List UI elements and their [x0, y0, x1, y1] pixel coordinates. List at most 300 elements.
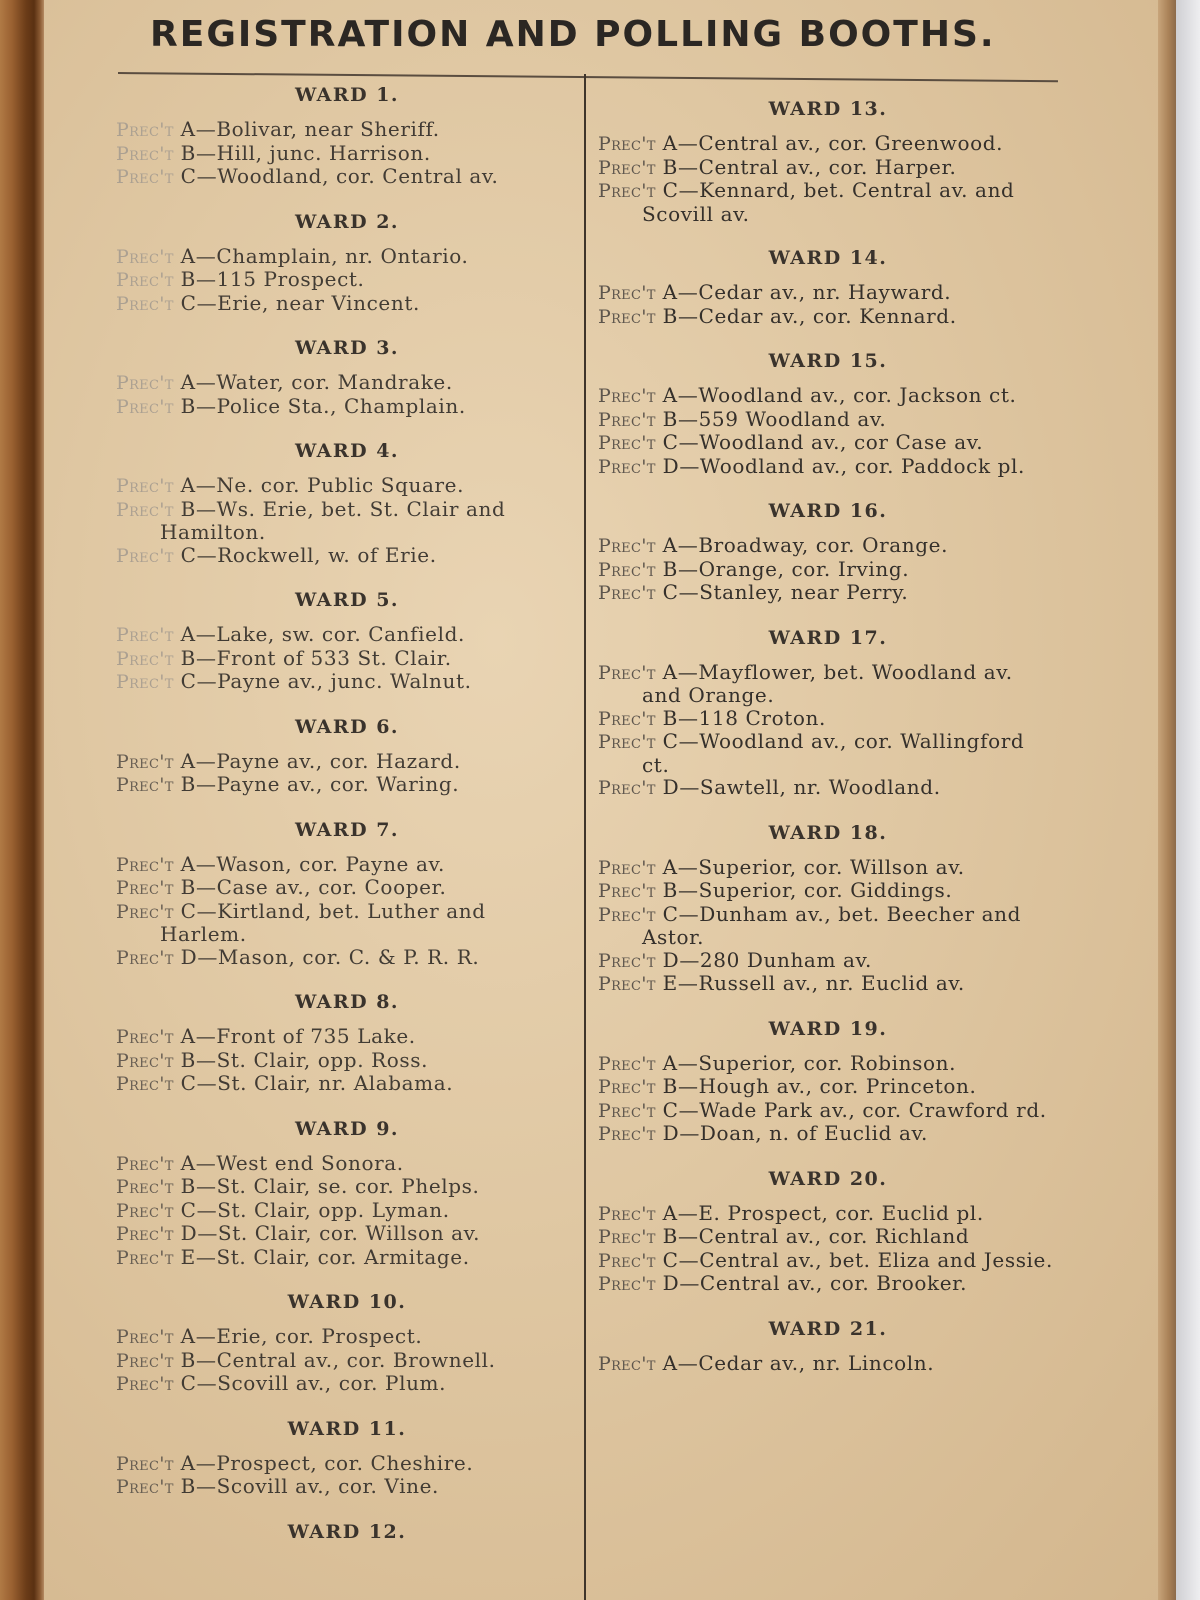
precinct-location: Bolivar, near Sheriff. — [216, 117, 440, 141]
precinct-entry — [598, 581, 1058, 605]
ward-heading: WARD 14. — [768, 247, 888, 269]
precinct-location: Central av., bet. Eliza and Jessie. — [699, 1247, 1053, 1272]
ward-heading: WARD 21. — [768, 1317, 888, 1340]
precinct-label: Prec't — [116, 671, 174, 693]
ward-section — [116, 440, 578, 567]
precinct-entry — [598, 776, 1058, 800]
em-dash: — — [677, 1350, 699, 1375]
precinct-entry — [116, 1452, 578, 1476]
precinct-location: Wade Park av., cor. Crawford rd. — [699, 1097, 1047, 1122]
precinct-location: Wason, cor. Payne av. — [216, 851, 445, 876]
precinct-entry — [116, 474, 578, 498]
em-dash: — — [195, 393, 217, 418]
em-dash: — — [195, 772, 217, 796]
precinct-location: Scovill av., cor. Plum. — [217, 1371, 447, 1395]
precinct-location: 115 Prospect. — [216, 267, 365, 291]
precinct-entry — [598, 949, 1058, 973]
precinct-label: Prec't — [116, 900, 174, 923]
precinct-letter: B — [180, 772, 196, 796]
precinct-letter: A — [180, 748, 196, 773]
precinct-location: Payne av., cor. Hazard. — [216, 748, 461, 773]
em-dash: — — [195, 370, 217, 394]
precinct-entry — [116, 1246, 578, 1270]
precinct-label: Prec't — [598, 432, 656, 454]
ward-heading: WARD 13. — [768, 98, 888, 120]
precinct-letter: A — [662, 1050, 678, 1075]
precinct-entry — [116, 142, 578, 166]
precinct-location: Water, cor. Mandrake. — [216, 370, 453, 394]
precinct-entry — [116, 1222, 578, 1246]
precinct-location: 118 Croton. — [698, 705, 826, 730]
precinct-letter: B — [180, 393, 196, 418]
precinct-entry — [598, 431, 1058, 455]
em-dash: — — [677, 383, 699, 407]
precinct-letter: A — [180, 1024, 196, 1048]
ward-section — [116, 589, 578, 694]
ward-heading: WARD 18. — [768, 821, 888, 844]
em-dash: — — [195, 748, 217, 773]
precinct-letter: C — [180, 1071, 197, 1095]
ward-section — [598, 1018, 1058, 1146]
precinct-entry — [598, 305, 1058, 329]
precinct-entry — [116, 1475, 578, 1499]
ward-section — [598, 247, 1058, 328]
precinct-label: Prec't — [116, 269, 174, 291]
precinct-label: Prec't — [116, 475, 174, 497]
precinct-label: Prec't — [116, 946, 174, 969]
precinct-entry — [116, 1152, 578, 1176]
precinct-entry — [116, 1349, 578, 1373]
ward-section — [598, 627, 1058, 800]
precinct-label: Prec't — [598, 1273, 656, 1295]
precinct-location: Hill, junc. Harrison. — [216, 140, 431, 165]
precinct-entry — [116, 1175, 578, 1199]
precinct-label: Prec't — [116, 1073, 174, 1095]
precinct-entry — [598, 408, 1058, 432]
precinct-label: Prec't — [116, 166, 174, 188]
precinct-letter: C — [180, 898, 197, 923]
ward-section — [598, 98, 1058, 225]
em-dash: — — [196, 898, 218, 923]
precinct-location: Cedar av., cor. Kennard. — [698, 303, 957, 328]
precinct-location: Front of 533 St. Clair. — [216, 645, 452, 670]
precinct-entry — [598, 730, 1058, 776]
precinct-letter: A — [180, 1324, 196, 1348]
precinct-letter: C — [180, 1371, 197, 1395]
precinct-location: Woodland av., cor. Wallingford ct. — [642, 729, 1025, 777]
page-right-edge — [1158, 0, 1176, 1600]
precinct-entry — [598, 1202, 1058, 1226]
precinct-label: Prec't — [598, 856, 656, 879]
precinct-letter: B — [180, 875, 196, 899]
precinct-entry — [116, 245, 578, 269]
ward-section — [116, 211, 578, 316]
precinct-label: Prec't — [598, 1226, 656, 1248]
backdrop — [1176, 0, 1200, 1600]
precinct-entry — [598, 281, 1058, 305]
precinct-location: E. Prospect, cor. Euclid pl. — [698, 1200, 984, 1225]
precinct-letter: A — [662, 533, 678, 557]
precinct-label: Prec't — [598, 582, 656, 604]
em-dash: — — [677, 303, 699, 328]
em-dash: — — [678, 580, 700, 604]
precinct-letter: C — [180, 1197, 197, 1222]
precinct-label: Prec't — [598, 156, 656, 179]
precinct-letter: D — [662, 453, 680, 478]
em-dash: — — [195, 622, 217, 646]
em-dash: — — [677, 705, 699, 730]
precinct-label: Prec't — [598, 731, 656, 753]
precinct-location: Hough av., cor. Princeton. — [698, 1074, 977, 1098]
precinct-entry — [116, 1372, 578, 1396]
precinct-letter: A — [662, 1200, 678, 1225]
precinct-entry — [116, 946, 578, 970]
em-dash: — — [195, 1347, 217, 1372]
precinct-label: Prec't — [598, 661, 656, 684]
precinct-entry — [598, 856, 1058, 880]
precinct-label: Prec't — [116, 1326, 174, 1348]
precinct-label: Prec't — [598, 282, 656, 304]
precinct-entry — [598, 1225, 1058, 1249]
em-dash: — — [677, 1224, 699, 1248]
precinct-label: Prec't — [116, 292, 174, 315]
precinct-entry — [116, 647, 578, 671]
precinct-entry — [116, 670, 578, 694]
ward-section — [116, 1118, 578, 1270]
precinct-entry — [598, 534, 1058, 558]
precinct-entry — [598, 661, 1058, 707]
precinct-letter: B — [180, 1474, 196, 1498]
ward-section — [598, 500, 1058, 605]
em-dash: — — [677, 154, 699, 179]
precinct-letter: A — [662, 383, 678, 407]
precinct-entry — [116, 118, 578, 142]
precinct-label: Prec't — [116, 647, 174, 670]
em-dash: — — [196, 1371, 218, 1395]
precinct-letter: B — [662, 1224, 678, 1248]
precinct-label: Prec't — [116, 877, 174, 899]
em-dash: — — [196, 1071, 218, 1095]
em-dash: — — [195, 496, 217, 521]
precinct-entry — [598, 903, 1058, 949]
precinct-letter: B — [180, 1174, 196, 1198]
ward-heading: WARD 20. — [768, 1167, 888, 1190]
precinct-label: Prec't — [116, 395, 174, 418]
ward-heading: WARD 1. — [294, 84, 400, 106]
precinct-location: Central av., cor. Brooker. — [699, 1271, 968, 1295]
precinct-entry — [598, 1272, 1058, 1296]
precinct-label: Prec't — [598, 1052, 656, 1075]
precinct-entry — [598, 384, 1058, 408]
em-dash: — — [195, 1174, 217, 1198]
precinct-letter: C — [662, 1097, 679, 1122]
precinct-label: Prec't — [116, 1373, 174, 1395]
precinct-label: Prec't — [598, 707, 656, 730]
precinct-location: Woodland av., cor. Paddock pl. — [699, 453, 1025, 478]
precinct-location: West end Sonora. — [216, 1150, 404, 1175]
precinct-location: Superior, cor. Robinson. — [698, 1050, 957, 1075]
precinct-location: Central av., cor. Brownell. — [216, 1347, 496, 1372]
ward-heading: WARD 2. — [294, 210, 400, 233]
em-dash: — — [677, 406, 699, 431]
precinct-entry — [598, 558, 1058, 582]
precinct-entry — [598, 455, 1058, 479]
precinct-letter: C — [662, 580, 679, 604]
ward-heading: WARD 7. — [294, 818, 400, 841]
precinct-entry — [598, 707, 1058, 731]
precinct-location: Superior, cor. Willson av. — [698, 854, 965, 879]
precinct-location: St. Clair, cor. Armitage. — [216, 1244, 470, 1269]
precinct-letter: C — [662, 729, 679, 753]
precinct-letter: E — [662, 971, 678, 995]
em-dash: — — [196, 1197, 218, 1222]
em-dash: — — [678, 178, 700, 202]
precinct-letter: D — [180, 944, 198, 969]
em-dash: — — [195, 1047, 217, 1072]
precinct-location: Mason, cor. C. & P. R. R. — [217, 944, 480, 969]
em-dash: — — [195, 645, 217, 670]
ward-section — [116, 337, 578, 418]
precinct-label: Prec't — [116, 1049, 174, 1072]
precinct-label: Prec't — [598, 408, 656, 431]
precinct-label: Prec't — [116, 372, 174, 394]
precinct-entry — [116, 498, 578, 544]
precinct-label: Prec't — [598, 558, 656, 581]
ward-section — [598, 350, 1058, 478]
precinct-label: Prec't — [598, 880, 656, 902]
precinct-entry — [116, 1199, 578, 1223]
precinct-label: Prec't — [598, 1352, 656, 1375]
precinct-location: St. Clair, opp. Ross. — [216, 1047, 429, 1072]
precinct-label: Prec't — [116, 498, 174, 521]
precinct-location: Rockwell, w. of Erie. — [217, 542, 437, 567]
precinct-letter: A — [662, 1350, 678, 1375]
precinct-letter: B — [180, 140, 196, 165]
precinct-letter: A — [180, 1450, 196, 1475]
precinct-entry — [116, 268, 578, 292]
precinct-location: Mayflower, bet. Woodland av. and Orange. — [642, 659, 1013, 707]
ward-heading: WARD 12. — [287, 1520, 407, 1543]
precinct-label: Prec't — [116, 1223, 174, 1245]
precinct-label: Prec't — [598, 1099, 656, 1122]
precinct-location: Cedar av., nr. Hayward. — [698, 280, 952, 304]
precinct-label: Prec't — [116, 1026, 174, 1048]
em-dash: — — [196, 542, 218, 567]
em-dash: — — [677, 131, 699, 155]
ward-heading: WARD 17. — [768, 626, 888, 649]
precinct-location: Orange, cor. Irving. — [698, 556, 910, 581]
ward-section — [116, 716, 578, 797]
precinct-entry — [598, 1352, 1058, 1376]
precinct-label: Prec't — [116, 1452, 174, 1475]
precinct-letter: C — [662, 178, 679, 202]
em-dash: — — [196, 669, 218, 693]
em-dash: — — [677, 878, 699, 902]
precinct-location: Scovill av., cor. Vine. — [216, 1474, 439, 1498]
precinct-location: Ws. Erie, bet. St. Clair and Hamilton. — [160, 496, 506, 544]
precinct-label: Prec't — [598, 1202, 656, 1225]
precinct-label: Prec't — [598, 777, 656, 799]
ward-heading: WARD 4. — [294, 440, 400, 462]
ward-heading: WARD 16. — [768, 500, 888, 522]
precinct-label: Prec't — [598, 1076, 656, 1098]
ward-section — [116, 1418, 578, 1499]
em-dash: — — [677, 854, 699, 879]
ward-heading: WARD 19. — [768, 1017, 888, 1040]
precinct-letter: C — [662, 1247, 679, 1272]
precinct-entry — [116, 1072, 578, 1096]
precinct-letter: B — [180, 1047, 196, 1072]
em-dash: — — [196, 164, 218, 188]
precinct-label: Prec't — [116, 774, 174, 796]
em-dash: — — [679, 947, 700, 972]
em-dash: — — [677, 556, 699, 581]
precinct-label: Prec't — [116, 119, 174, 141]
precinct-entry — [116, 876, 578, 900]
em-dash: — — [677, 280, 699, 304]
precinct-letter: A — [180, 243, 196, 268]
precinct-label: Prec't — [116, 624, 174, 646]
ward-section — [116, 991, 578, 1096]
precinct-location: Sawtell, nr. Woodland. — [699, 775, 941, 799]
precinct-letter: D — [662, 1121, 680, 1145]
em-dash: — — [679, 1271, 700, 1295]
precinct-letter: B — [662, 878, 678, 902]
precinct-location: Woodland av., cor. Jackson ct. — [698, 383, 1017, 407]
precinct-location: Payne av., junc. Walnut. — [217, 669, 472, 693]
em-dash: — — [195, 117, 217, 141]
precinct-label: Prec't — [116, 1152, 174, 1175]
precinct-letter: B — [662, 154, 678, 179]
precinct-letter: A — [180, 473, 196, 497]
precinct-entry — [116, 750, 578, 774]
em-dash: — — [195, 1474, 217, 1498]
em-dash: — — [678, 901, 700, 926]
em-dash: — — [195, 473, 217, 497]
precinct-letter: C — [662, 430, 679, 454]
em-dash: — — [197, 944, 218, 969]
precinct-location: Front of 735 Lake. — [216, 1024, 416, 1048]
ward-section — [598, 822, 1058, 996]
precinct-location: Superior, cor. Giddings. — [698, 878, 953, 902]
em-dash: — — [195, 1244, 217, 1269]
precinct-letter: A — [662, 280, 678, 304]
precinct-entry — [116, 1325, 578, 1349]
precinct-letter: B — [662, 1074, 678, 1098]
precinct-location: Central av., cor. Richland — [698, 1224, 970, 1248]
precinct-entry — [598, 1052, 1058, 1076]
precinct-label: Prec't — [598, 305, 656, 328]
precinct-letter: B — [180, 496, 196, 521]
ward-heading: WARD 11. — [287, 1417, 407, 1440]
precinct-label: Prec't — [116, 750, 174, 773]
precinct-letter: A — [180, 117, 196, 141]
precinct-letter: B — [662, 406, 678, 431]
precinct-location: St. Clair, opp. Lyman. — [217, 1197, 450, 1222]
precinct-label: Prec't — [116, 142, 174, 165]
precinct-location: Central av., cor. Greenwood. — [698, 131, 1004, 155]
ward-heading: WARD 6. — [294, 715, 400, 738]
precinct-entry — [598, 1122, 1058, 1146]
precinct-entry — [116, 544, 578, 568]
precinct-entry — [598, 1099, 1058, 1123]
precinct-entry — [116, 395, 578, 419]
precinct-letter: D — [180, 1221, 198, 1245]
precinct-entry — [116, 165, 578, 189]
em-dash: — — [678, 1247, 700, 1272]
precinct-label: Prec't — [598, 535, 656, 557]
precinct-letter: B — [662, 705, 678, 730]
precinct-label: Prec't — [598, 385, 656, 407]
precinct-entry — [598, 879, 1058, 903]
em-dash: — — [195, 140, 217, 165]
precinct-location: Woodland av., cor Case av. — [699, 430, 984, 454]
em-dash: — — [195, 267, 217, 291]
precinct-location: Case av., cor. Cooper. — [216, 875, 447, 899]
precinct-letter: B — [662, 303, 678, 328]
precinct-entry — [598, 1075, 1058, 1099]
precinct-label: Prec't — [116, 1476, 174, 1498]
em-dash: — — [197, 1221, 218, 1245]
precinct-label: Prec't — [116, 1349, 174, 1372]
precinct-letter: E — [180, 1244, 196, 1269]
ward-section — [598, 1318, 1058, 1376]
precinct-entry — [598, 1249, 1058, 1273]
em-dash: — — [678, 729, 700, 753]
ward-section — [116, 84, 578, 189]
precinct-entry — [116, 292, 578, 316]
precinct-entry — [116, 853, 578, 877]
em-dash: — — [679, 775, 700, 799]
precinct-location: Cedar av., nr. Lincoln. — [698, 1350, 935, 1375]
em-dash: — — [195, 1024, 217, 1048]
em-dash: — — [677, 1050, 699, 1075]
precinct-entry — [116, 1025, 578, 1049]
precinct-label: Prec't — [598, 1123, 656, 1145]
precinct-label: Prec't — [116, 1199, 174, 1222]
precinct-entry — [598, 132, 1058, 156]
precinct-letter: C — [180, 542, 197, 567]
ward-heading: WARD 10. — [287, 1291, 407, 1313]
precinct-location: St. Clair, nr. Alabama. — [217, 1071, 454, 1095]
page-title: REGISTRATION AND POLLING BOOTHS. — [150, 14, 996, 55]
precinct-location: Doan, n. of Euclid av. — [699, 1121, 928, 1145]
em-dash: — — [677, 659, 699, 684]
precinct-label: Prec't — [116, 1176, 174, 1198]
precinct-entry — [598, 972, 1058, 996]
precinct-label: Prec't — [598, 133, 656, 155]
precinct-entry — [116, 900, 578, 946]
precinct-letter: B — [662, 556, 678, 581]
precinct-letter: A — [180, 851, 196, 876]
precinct-letter: D — [662, 947, 680, 972]
precinct-location: St. Clair, cor. Willson av. — [217, 1221, 481, 1245]
em-dash: — — [677, 1074, 699, 1098]
precinct-location: Russell av., nr. Euclid av. — [698, 971, 965, 995]
ward-heading: WARD 5. — [294, 589, 400, 611]
precinct-location: Ne. cor. Public Square. — [216, 473, 465, 497]
precinct-entry — [116, 371, 578, 395]
precinct-location: Payne av., cor. Waring. — [216, 772, 460, 796]
precinct-letter: A — [662, 854, 678, 879]
ward-heading: WARD 9. — [294, 1117, 400, 1140]
precinct-letter: A — [180, 622, 196, 646]
precinct-letter: B — [180, 1347, 196, 1372]
em-dash: — — [195, 1324, 217, 1348]
em-dash: — — [677, 1200, 699, 1225]
precinct-location: Erie, cor. Prospect. — [216, 1324, 423, 1348]
precinct-location: Kirtland, bet. Luther and Harlem. — [160, 898, 486, 946]
